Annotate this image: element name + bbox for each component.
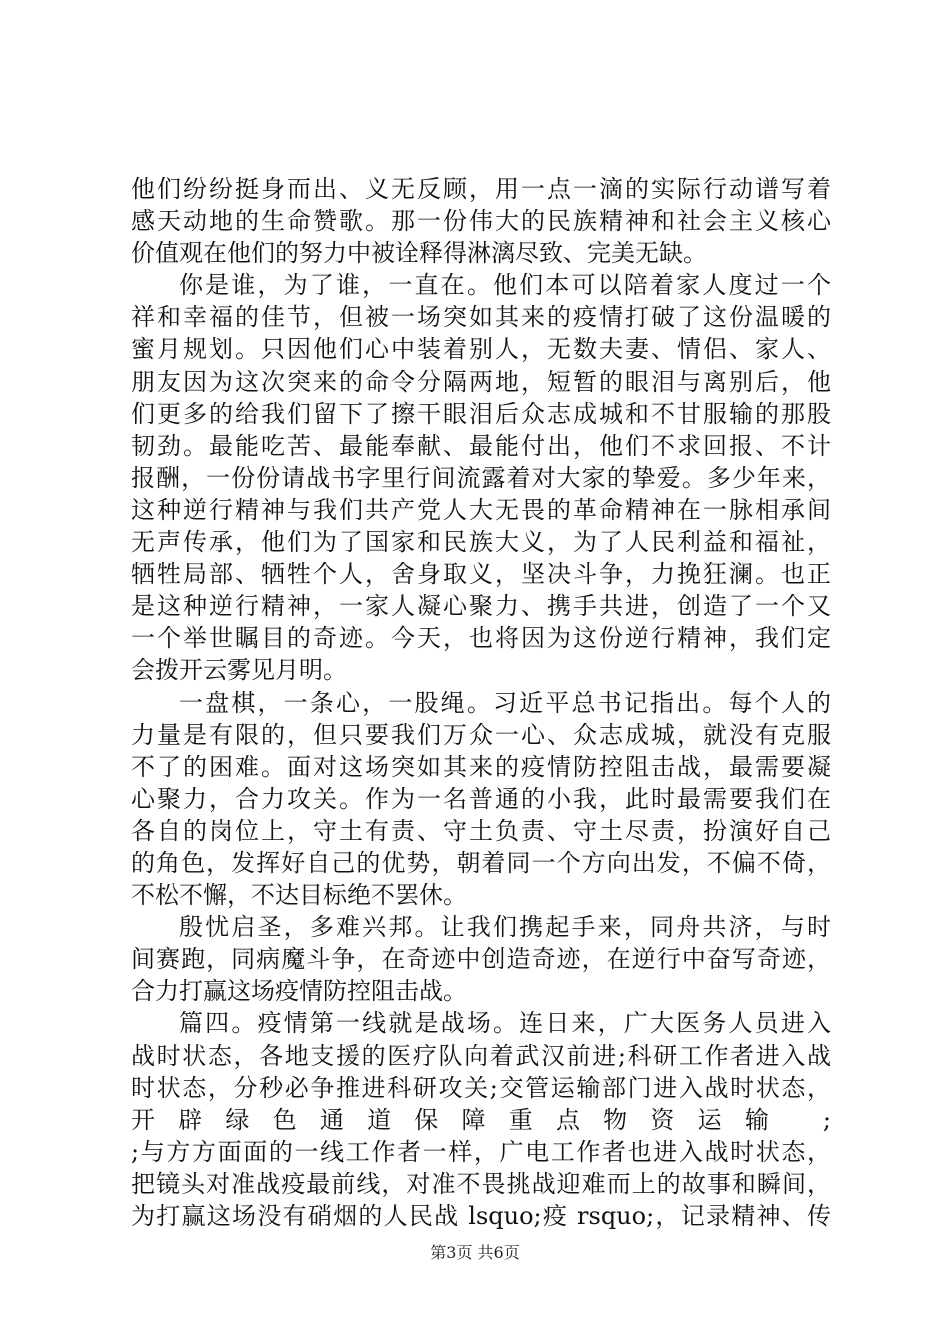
text-line: 会拨开云雾见月明。 [131,656,347,685]
text-line: 战时状态，各地支援的医疗队向着武汉前进;科研工作者进入战 [131,1041,831,1070]
text-line: 牺牲局部、牺牲个人，舍身取义，坚决斗争，力挽狂澜。也正 [131,560,831,589]
page-number-footer: 第3页 共6页 [430,1243,520,1262]
text-line: 无声传承，他们为了国家和民族大义，为了人民利益和福祉， [131,528,831,557]
text-line: ;与方方面面的一线工作者一样，广电工作者也进入战时状态， [131,1137,831,1166]
text-line: 祥和幸福的佳节，但被一场突如其来的疫情打破了这份温暖的 [131,303,831,332]
text-line: 这种逆行精神与我们共产党人大无畏的革命精神在一脉相承间 [131,495,831,524]
text-line: 心聚力，合力攻关。作为一名普通的小我，此时最需要我们在 [131,784,831,813]
text-line: 蜜月规划。只因他们心中装着别人，无数夫妻、情侣、家人、 [131,335,831,364]
text-line: 朋友因为这次突来的命令分隔两地，短暂的眼泪与离别后，他 [131,367,831,396]
text-line: 时状态，分秒必争推进科研攻关;交管运输部门进入战时状态， [131,1073,831,1102]
text-line: 合力打赢这场疫情防控阻击战。 [131,977,467,1006]
text-line: 一个举世瞩目的奇迹。今天，也将因为这份逆行精神，我们定 [131,624,831,653]
paragraph-first-line: 殷忧启圣，多难兴邦。让我们携起手来，同舟共济，与时 [179,913,831,942]
text-line: 价值观在他们的努力中被诠释得淋漓尽致、完美无缺。 [131,239,707,268]
text-line: 的角色，发挥好自己的优势，朝着同一个方向出发，不偏不倚， [131,848,831,877]
paragraph-first-line: 篇四。疫情第一线就是战场。连日来，广大医务人员进入 [179,1009,831,1038]
text-line: 为打赢这场没有硝烟的人民战 lsquo;疫 rsquo;，记录精神、传 [131,1202,831,1230]
paragraph-first-line: 一盘棋，一条心，一股绳。习近平总书记指出。每个人的 [179,688,831,717]
paragraph-first-line: 你是谁，为了谁，一直在。他们本可以陪着家人度过一个 [179,271,831,300]
text-line: 韧劲。最能吃苦、最能奉献、最能付出，他们不求回报、不计 [131,431,831,460]
text-line: 们更多的给我们留下了擦干眼泪后众志成城和不甘服输的那股 [131,399,831,428]
text-line: 开辟绿色通道保障重点物资运输 ; [131,1105,831,1134]
text-line: 不松不懈，不达目标绝不罢休。 [131,881,467,910]
text-line: 报酬，一份份请战书字里行间流露着对大家的挚爱。多少年来， [131,463,831,492]
text-line: 他们纷纷挺身而出、义无反顾，用一点一滴的实际行动谱写着 [131,175,831,203]
text-line: 间赛跑，同病魔斗争，在奇迹中创造奇迹，在逆行中奋写奇迹， [131,945,831,974]
text-line: 各自的岗位上，守土有责、守土负责、守土尽责，扮演好自己 [131,816,831,845]
text-line: 感天动地的生命赞歌。那一份伟大的民族精神和社会主义核心 [131,207,831,236]
text-line: 不了的困难。面对这场突如其来的疫情防控阻击战，最需要凝 [131,752,831,781]
document-body [131,173,831,1232]
text-line: 力量是有限的，但只要我们万众一心、众志成城，就没有克服 [131,720,831,749]
text-line: 是这种逆行精神，一家人凝心聚力、携手共进，创造了一个又 [131,592,831,621]
text-line: 把镜头对准战疫最前线，对准不畏挑战迎难而上的故事和瞬间， [131,1169,831,1198]
